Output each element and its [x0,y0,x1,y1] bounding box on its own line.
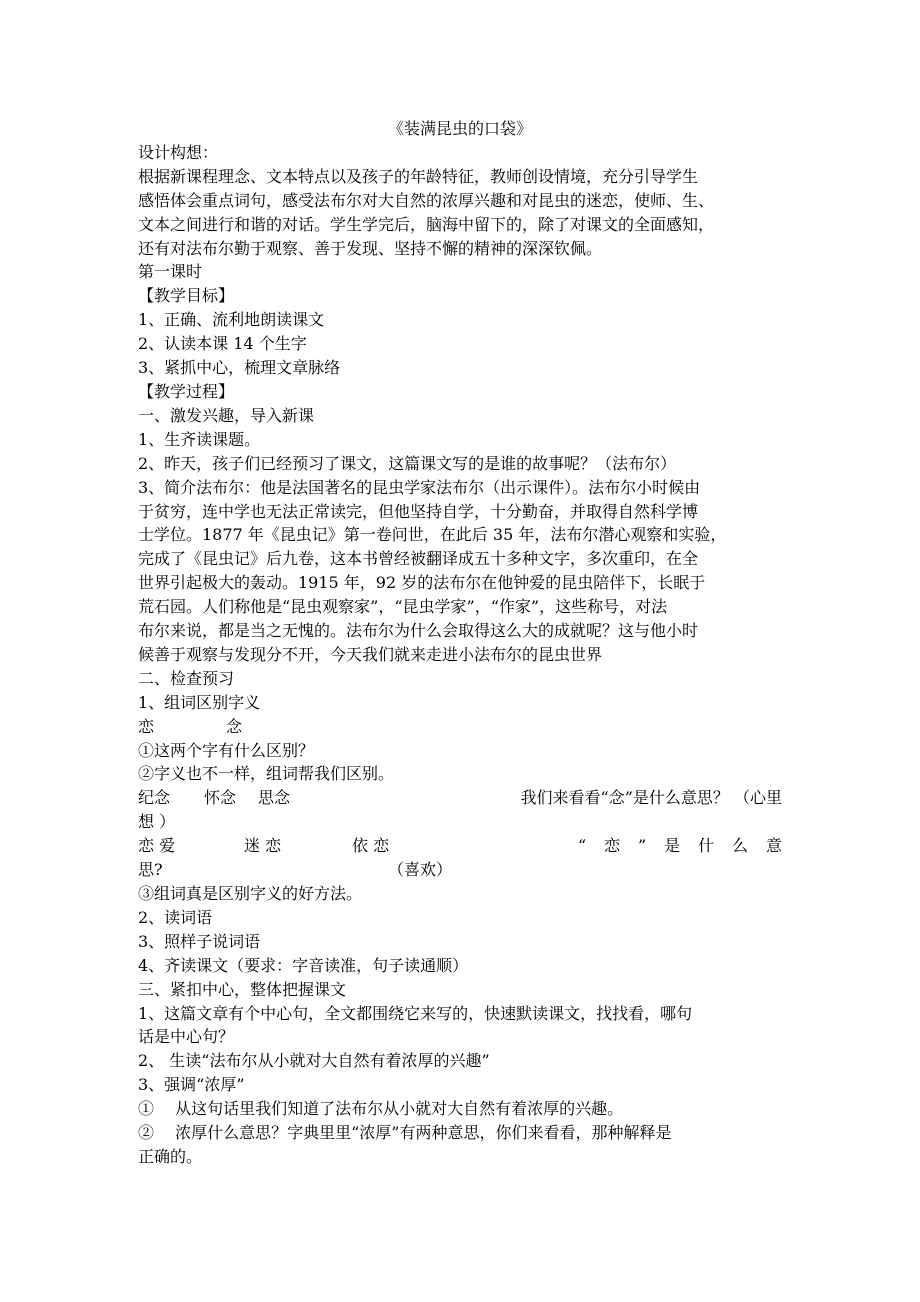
goal-item: 3、紧抓中心，梳理文章脉络 [138,358,341,378]
design-label: 设计构想： [138,142,219,162]
char-pair-row [138,715,782,739]
step-item: 3、强调“浓厚” [138,1075,245,1095]
lian-answer: （喜欢） [388,860,453,880]
text-line: 3、简介法布尔：他是法国著名的昆虫学家法布尔（出示课件）。法布尔小时候由 [138,477,701,497]
nian-words-row [138,786,782,810]
q-char: 恋 [604,836,621,856]
section-heading: 三、紧扣中心，整体把握课文 [138,979,347,999]
word: 纪念 [138,788,171,808]
lesson-heading: 第一课时 [138,262,203,282]
goal-item: 1、正确、流利地朗读课文 [138,310,325,330]
step-item: 3、照样子说词语 [138,931,261,951]
word: 恋 爱 [138,836,176,856]
step-item: 1、组词区别字义 [138,692,261,712]
lian-answer-row [138,858,782,882]
text-line: 正确的。 [138,1146,203,1166]
text-line: 还有对法布尔勤于观察、善于发现、坚持不懈的精神的深深钦佩。 [138,238,603,258]
char-nian: 念 [226,716,243,736]
lian-words-row [138,834,782,858]
q-char: 意 [765,836,782,856]
question-item: ③组词真是区别字义的好方法。 [138,884,363,903]
q-char: 么 [732,836,749,856]
doc-title: 《装满昆虫的口袋》 [387,119,532,138]
text-line: 根据新课程理念、文本特点以及孩子的年龄特征，教师创设情境，充分引导学生 [138,166,699,186]
fabre-intro-paragraph [138,476,782,667]
lian-question-end: 思? [138,860,163,880]
question-item: ②字义也不一样，组词帮我们区别。 [138,764,395,784]
sub-step-paragraph [138,1121,782,1169]
text-line: 文本之间进行和谐的对话。学生学完后，脑海中留下的，除了对课文的全面感知， [138,214,715,234]
central-sentence-paragraph [138,1002,782,1050]
step-item: 1、生齐读课题。 [138,429,261,449]
word: 怀念 [204,788,237,808]
char-lian: 恋 [138,716,155,736]
lian-question [578,834,782,858]
section-heading: 二、检查预习 [138,668,235,688]
step-item: 2、昨天，孩子们已经预习了课文，这篇课文写的是谁的故事呢？（法布尔） [138,453,677,473]
goal-item: 2、认读本课 14 个生字 [138,334,307,354]
text-line: 1、这篇文章有个中心句，全文都围绕它来写的，快速默读课文，找找看，哪句 [138,1003,693,1023]
nian-answer: 想 ） [138,812,176,832]
nian-question: 我们来看看“念”是什么意思？ （心里 [520,788,782,808]
text-line: 世界引起极大的轰动。1915 年，92 岁的法布尔在他钟爱的昆虫陪伴下，长眠于 [138,573,706,593]
goals-heading: 【教学目标】 [138,286,235,306]
step-item: 4、齐读课文（要求：字音读准，句子读通顺） [138,955,469,975]
document-body [138,117,782,1169]
q-char: 是 [664,836,681,856]
question-item: ①这两个字有什么区别？ [138,740,315,760]
word: 依 恋 [352,836,390,856]
process-heading: 【教学过程】 [138,381,235,401]
text-line: ② 浓厚什么意思？字典里里“浓厚”有两种意思，你们来看看，那种解释是 [138,1123,672,1143]
word: 迷 恋 [244,836,282,856]
text-line: 感悟体会重点词句，感受法布尔对大自然的浓厚兴趣和对昆虫的迷恋，使师、生、 [138,190,715,210]
step-item: 2、 生读“法布尔从小就对大自然有着浓厚的兴趣” [138,1051,490,1071]
q-char: ” [638,836,647,856]
text-line: 候善于观察与发现分不开，今天我们就来走进小法布尔的昆虫世界 [138,644,603,664]
q-char: “ [578,836,587,856]
sub-step-item: ① 从这句话里我们知道了法布尔从小就对大自然有着浓厚的兴趣。 [138,1099,624,1119]
section-heading: 一、激发兴趣，导入新课 [138,405,315,425]
text-line: 于贫穷，连中学也无法正常读完，但他坚持自学，十分勤奋，并取得自然科学博 [138,501,699,521]
text-line: 士学位。1877 年《昆虫记》第一卷问世，在此后 35 年，法布尔潜心观察和实验， [138,525,727,545]
text-line: 布尔来说，都是当之无愧的。法布尔为什么会取得这么大的成就呢？这与他小时 [138,621,699,641]
q-char: 什 [698,836,715,856]
word: 思念 [258,788,291,808]
step-item: 2、读词语 [138,907,213,927]
text-line: 话是中心句？ [138,1027,235,1047]
text-line: 完成了《昆虫记》后九卷，这本书曾经被翻译成五十多种文字，多次重印，在全 [138,549,699,569]
design-paragraph [138,165,782,261]
text-line: 荒石园。人们称他是“昆虫观察家”，“昆虫学家”，“作家”，这些称号，对法 [138,597,668,617]
